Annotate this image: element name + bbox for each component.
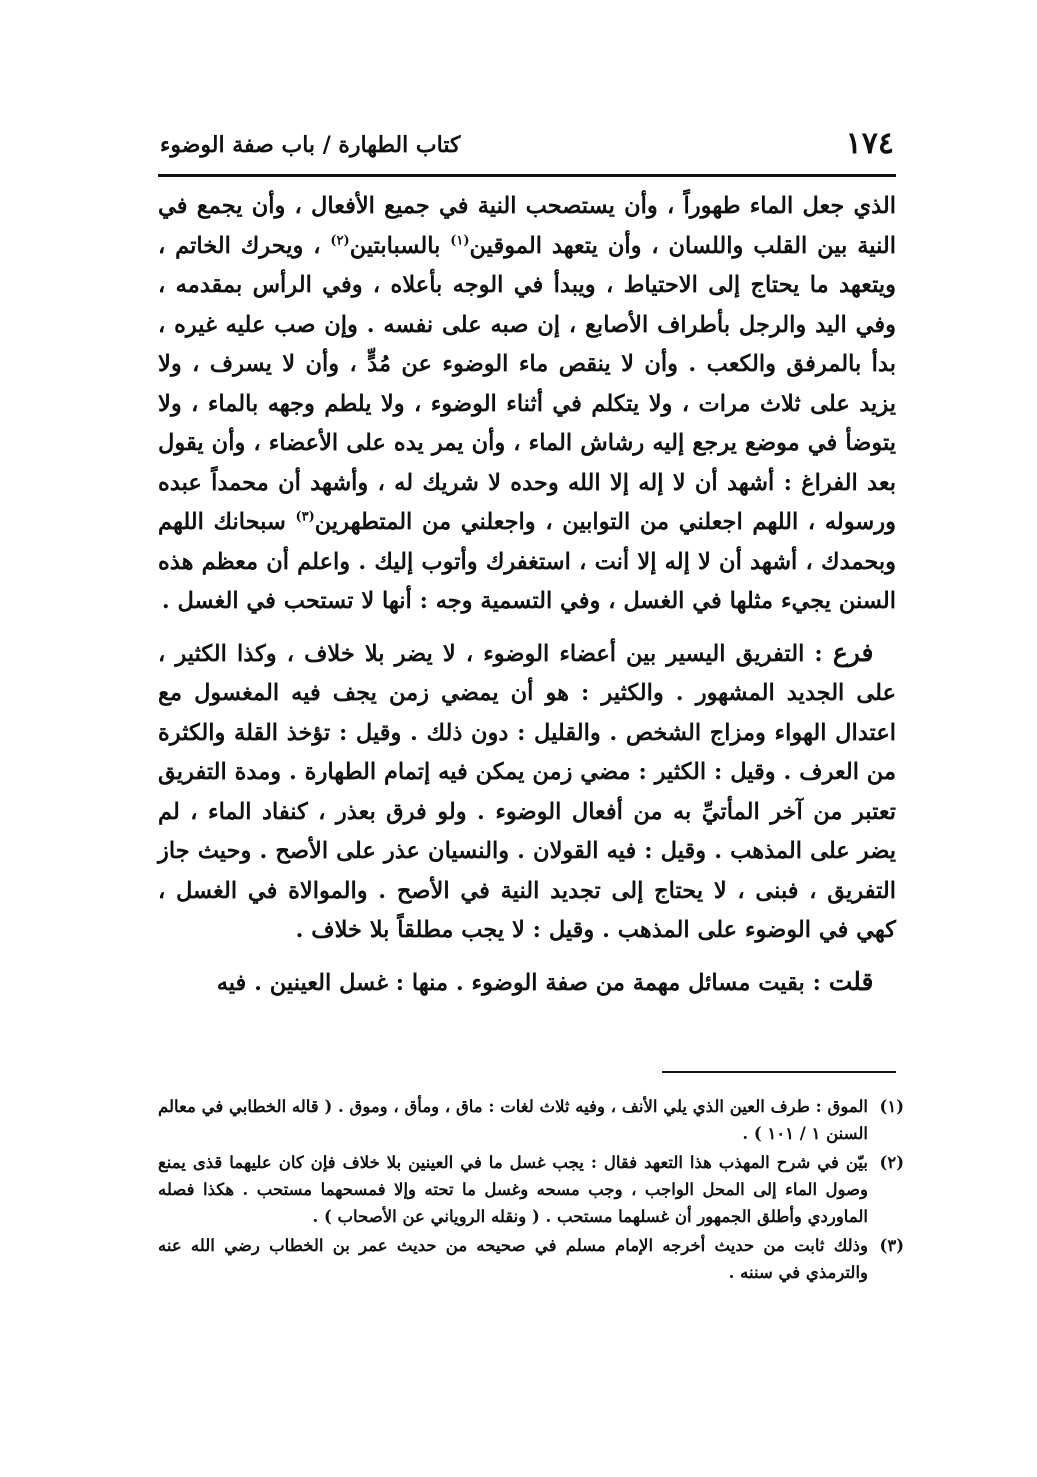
footnote-number: (٣) xyxy=(879,1236,904,1255)
footnote-number: (٢) xyxy=(879,1153,904,1172)
footnote-number: (١) xyxy=(879,1097,904,1116)
page-header xyxy=(158,118,896,177)
footnote-text: الموق : طرف العين الذي يلي الأنف ، وفيه ثلاث لغات : ماق ، ومأق ، وموق . ( قاله الخطابي في معالم السنن ١ / ١٠١ ) . xyxy=(158,1097,868,1143)
running-title: كتاب الطهارة / باب صفة الوضوء xyxy=(160,132,461,158)
footnotes xyxy=(158,1093,904,1288)
paragraph-1-part-c: ، ويحرك الخاتم ، ويتعهد ما يحتاج إلى الاحتياط ، ويبدأ في الوجه بأعلاه ، وفي الرأس بمقدمه ، وفي اليد والرجل بأطراف الأصابع ، إن صبه على نفسه . وإن صب عليه غيره ، بدأ بالمرفق والكعب . وأن لا ينقص ماء الوضوء عن مُدٍّ ، وأن لا يسرف ، ولا يزيد على ثلاث مرات ، ولا يتكلم في أثناء الوضوء ، ولا يلطم وجهه بالماء ، ولا يتوضأ في موضع يرجع إليه رشاش الماء ، وأن يمر يده على الأعضاء ، وأن يقول بعد الفراغ : أشهد أن لا إله إلا الله وحده لا شريك له ، وأشهد أن محمداً عبده ورسوله ، اللهم اجعلني من التوابين ، واجعلني من المتطهرين xyxy=(158,232,896,535)
main-text xyxy=(158,187,896,1003)
paragraph-1-part-d: سبحانك اللهم وبحمدك ، أشهد أن لا إله إلا أنت ، استغفرك وأتوب إليك . واعلم أن معظم هذه السنن يجيء مثلها في الغسل ، وفي التسمية وجه : أنها لا تستحب في الغسل . xyxy=(158,509,896,614)
paragraph-1-part-a: الذي جعل الماء طهوراً ، وأن يستصحب النية في جميع الأفعال ، وأن يجمع في النية بين القلب واللسان ، وأن يتعهد الموقين xyxy=(158,193,896,259)
footnote-ref-3: (٣) xyxy=(295,509,315,525)
paragraph-1 xyxy=(158,187,896,622)
footnote-ref-2: (٢) xyxy=(330,233,350,248)
paragraph-3 xyxy=(158,962,896,1004)
paragraph-2 xyxy=(158,633,896,951)
footnote-separator xyxy=(662,1071,896,1073)
footnote-text: بيّن في شرح المهذب هذا التعهد فقال : يجب غسل ما في العينين بلا خلاف فإن كان عليهما قذى يمنع وصول الماء إلى المحل الواجب ، وجب مسحه وغسل ما تحته وإلا فمسحهما مستحب . هكذا فصله الماوردي وأطلق الجمهور أن غسلهما مستحب . ( ونقله الروياني عن الأصحاب ) . xyxy=(158,1153,868,1226)
paragraph-1-part-b: بالسبابتين xyxy=(349,232,451,259)
footnote-text: وذلك ثابت من حديث أخرجه الإمام مسلم في صحيحه من حديث عمر بن الخطاب رضي الله عنه والترمذي في سننه . xyxy=(158,1236,868,1282)
page-number: ١٧٤ xyxy=(845,126,894,161)
paragraph-3-lead: قلت xyxy=(828,966,874,996)
paragraph-3-text: : بقيت مسائل مهمة من صفة الوضوء . منها : غسل العينين . فيه xyxy=(216,969,829,996)
paragraph-2-text: : التفريق اليسير بين أعضاء الوضوء ، لا يضر بلا خلاف ، وكذا الكثير ، على الجديد المشهور . والكثير : هو أن يمضي زمن يجف فيه المغسول مع اعتدال الهواء ومزاج الشخص . والقليل : دون ذلك . وقيل : تؤخذ القلة والكثرة من العرف . وقيل : الكثير : مضي زمن يمكن فيه إتمام الطهارة . ومدة التفريق تعتبر من آخر المأتيِّ به من أفعال الوضوء . ولو فرق بعذر ، كنفاد الماء ، لم يضر على المذهب . وقيل : فيه القولان . والنسيان عذر على الأصح . وحيث جاز التفريق ، فبنى ، لا يحتاج إلى تجديد النية في الأصح . والموالاة في الغسل ، كهي في الوضوء على المذهب . وقيل : لا يجب مطلقاً بلا خلاف . xyxy=(158,640,896,943)
footnote-3 xyxy=(158,1232,904,1286)
footnote-2 xyxy=(158,1149,904,1230)
paragraph-2-lead: فرع xyxy=(832,637,874,667)
footnote-1 xyxy=(158,1093,904,1147)
footnote-ref-1: (١) xyxy=(450,233,470,248)
